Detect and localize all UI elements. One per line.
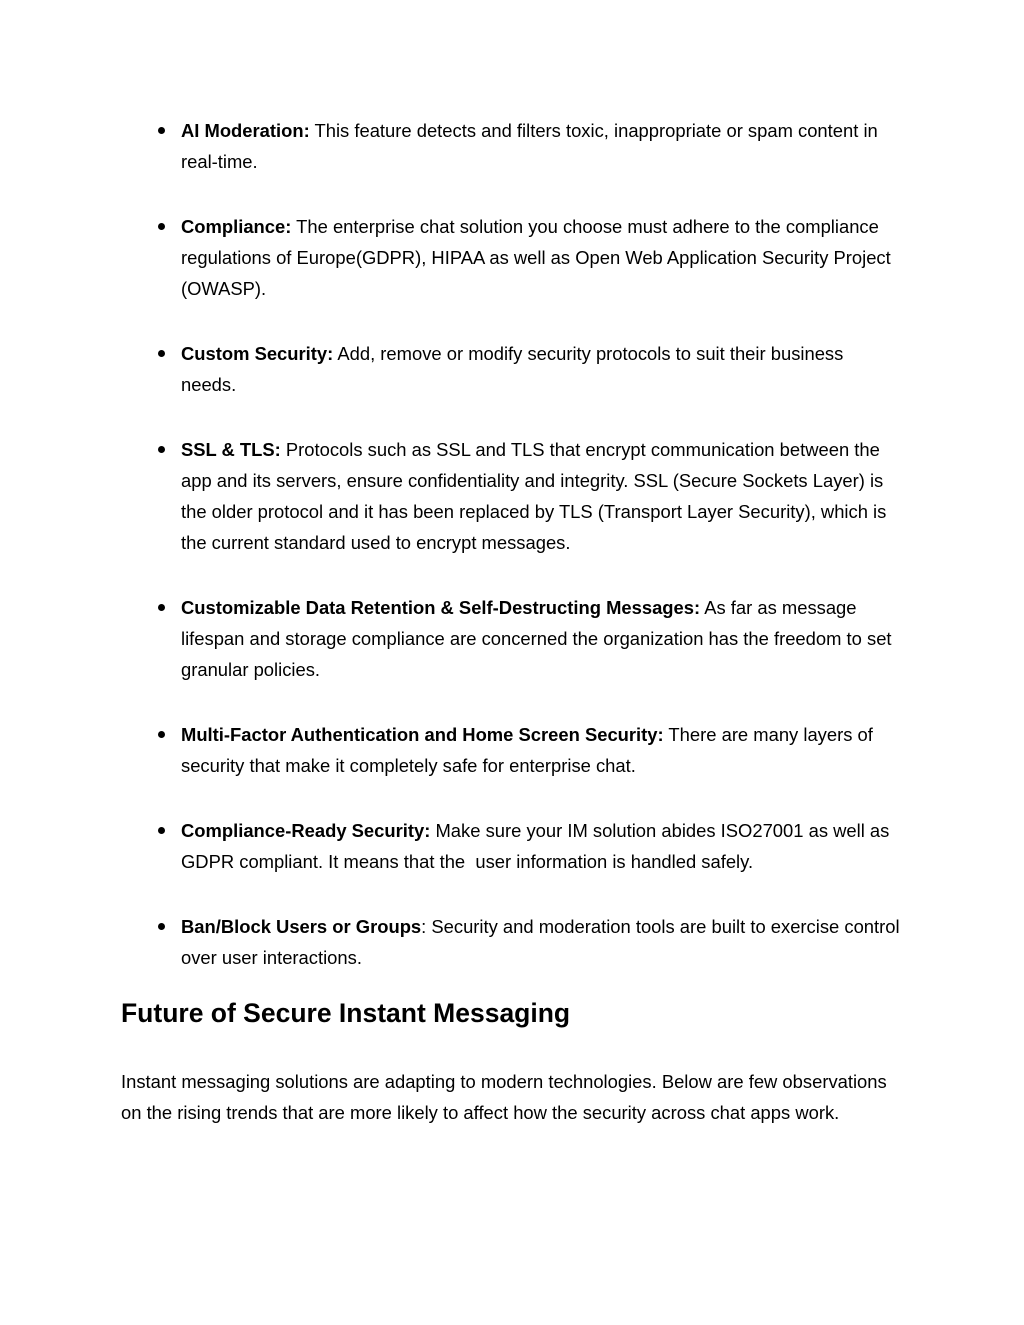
bullet-text-line: app and its servers, ensure confidentiality and integrity. SSL (Secure Sockets Layer) is bbox=[181, 470, 884, 491]
bullet-label: Compliance: bbox=[181, 216, 292, 237]
bullet-text-line bbox=[181, 815, 964, 846]
bullet-icon bbox=[158, 731, 165, 738]
bullet-text-line bbox=[181, 211, 964, 242]
bullet-text-line bbox=[181, 911, 964, 942]
bullet-label: Compliance-Ready Security: bbox=[181, 820, 431, 841]
bullet-text-line: lifespan and storage compliance are concerned the organization has the freedom to set bbox=[181, 628, 892, 649]
paragraph-line: on the rising trends that are more likely to affect how the security across chat apps work. bbox=[121, 1102, 840, 1123]
bullet-item-data-retention bbox=[121, 592, 964, 685]
bullet-text-line bbox=[181, 592, 964, 623]
bullet-icon bbox=[158, 446, 165, 453]
bullet-text: As far as message bbox=[700, 597, 857, 618]
bullet-text: Protocols such as SSL and TLS that encrypt communication between the bbox=[280, 439, 880, 460]
bullet-text-line: GDPR compliant. It means that the user information is handled safely. bbox=[181, 851, 754, 872]
bullet-icon bbox=[158, 350, 165, 357]
bullet-label: Ban/Block Users or Groups bbox=[181, 916, 422, 937]
bullet-text-line bbox=[181, 115, 964, 146]
bullet-text: Make sure your IM solution abides ISO27001 as well as bbox=[430, 820, 890, 841]
section-heading: Future of Secure Instant Messaging bbox=[121, 998, 571, 1028]
bullet-text-line bbox=[181, 719, 964, 750]
bullet-label: AI Moderation: bbox=[181, 120, 310, 141]
bullet-text-line: (OWASP). bbox=[181, 278, 267, 299]
bullet-icon bbox=[158, 827, 165, 834]
bullet-item-custom-security bbox=[121, 338, 964, 400]
bullet-item-ai-moderation bbox=[121, 115, 964, 177]
bullet-label: Multi-Factor Authentication and Home Screen Security: bbox=[181, 724, 664, 745]
paragraph-line: Instant messaging solutions are adapting to modern technologies. Below are few observations bbox=[121, 1071, 887, 1092]
bullet-text-line: security that make it completely safe for enterprise chat. bbox=[181, 755, 636, 776]
bullet-icon bbox=[158, 923, 165, 930]
bullet-icon bbox=[158, 127, 165, 134]
bullet-text-line: real-time. bbox=[181, 151, 258, 172]
bullet-icon bbox=[158, 604, 165, 611]
bullet-text: : Security and moderation tools are built to exercise control bbox=[421, 916, 900, 937]
bullet-text-line: the current standard used to encrypt messages. bbox=[181, 532, 571, 553]
bullet-text: The enterprise chat solution you choose must adhere to the compliance bbox=[291, 216, 879, 237]
bullet-text-line bbox=[181, 434, 964, 465]
bullet-text-line: needs. bbox=[181, 374, 237, 395]
bullet-text: Add, remove or modify security protocols to suit their business bbox=[333, 343, 844, 364]
feature-bullet-list bbox=[121, 115, 964, 996]
bullet-text-line bbox=[181, 338, 964, 369]
bullet-item-multi-factor-auth bbox=[121, 719, 964, 781]
bullet-text: There are many layers of bbox=[663, 724, 873, 745]
bullet-label: SSL & TLS: bbox=[181, 439, 281, 460]
bullet-item-ssl-tls bbox=[121, 434, 964, 558]
closing-paragraph bbox=[121, 1066, 964, 1128]
bullet-icon bbox=[158, 223, 165, 230]
bullet-text-line: regulations of Europe(GDPR), HIPAA as well as Open Web Application Security Project bbox=[181, 247, 891, 268]
bullet-text-line: granular policies. bbox=[181, 659, 321, 680]
bullet-text: This feature detects and filters toxic, inappropriate or spam content in bbox=[309, 120, 878, 141]
bullet-text-line: over user interactions. bbox=[181, 947, 362, 968]
bullet-label: Customizable Data Retention & Self-Destructing Messages: bbox=[181, 597, 701, 618]
bullet-item-ban-block bbox=[121, 911, 964, 973]
bullet-label: Custom Security: bbox=[181, 343, 334, 364]
bullet-item-compliance-ready bbox=[121, 815, 964, 877]
bullet-item-compliance bbox=[121, 211, 964, 304]
bullet-text-line: the older protocol and it has been replaced by TLS (Transport Layer Security), which is bbox=[181, 501, 887, 522]
